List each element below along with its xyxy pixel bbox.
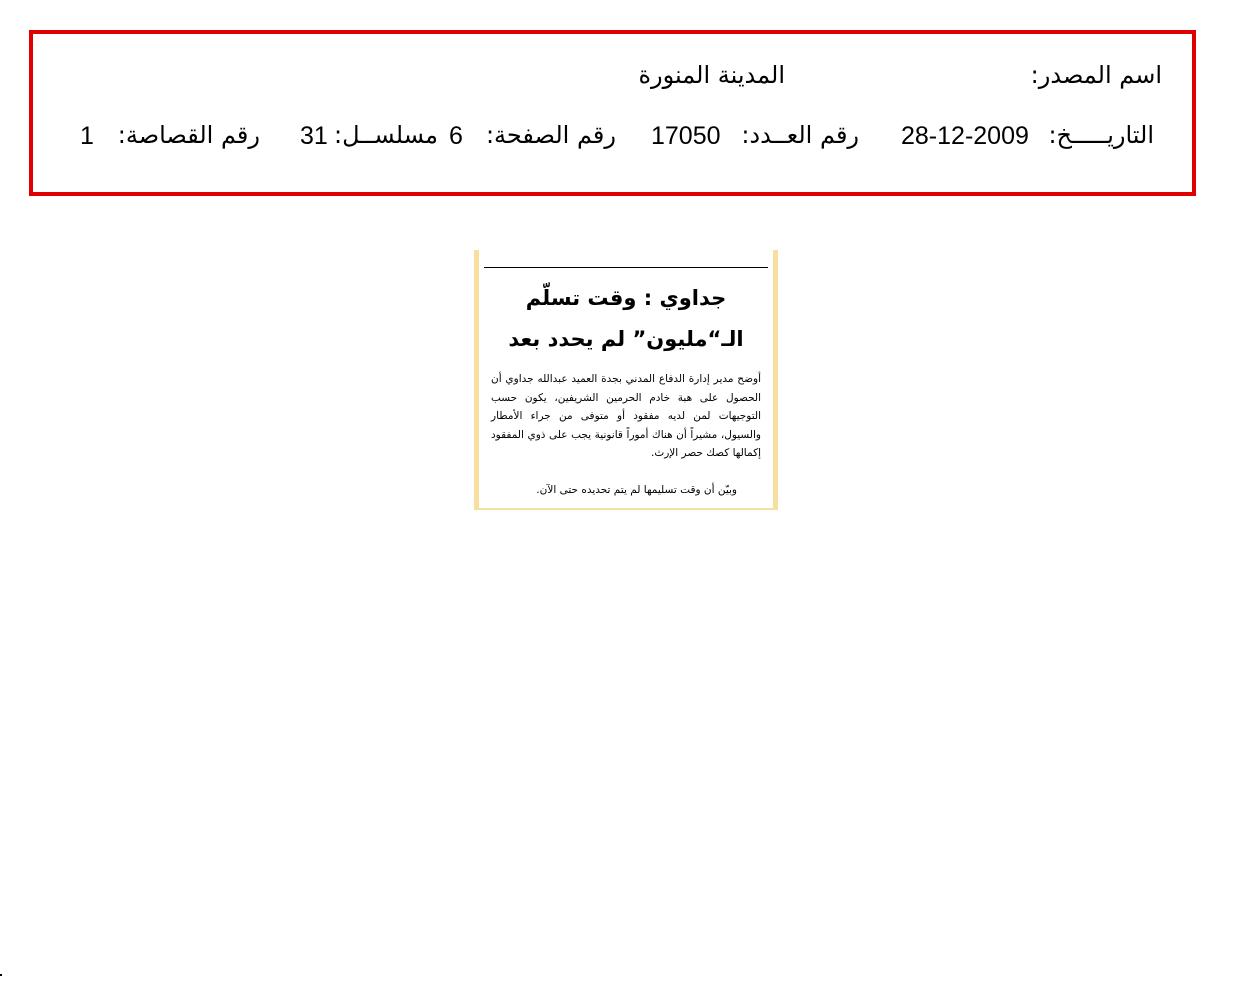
clipping-metadata-box (29, 30, 1196, 196)
issue-number-value: 17050 (651, 122, 721, 150)
source-label: اسم المصدر: (1030, 61, 1162, 89)
issue-number-label: رقم العــدد: (741, 121, 859, 149)
serial-value: 31 (300, 122, 328, 150)
newspaper-clipping (474, 250, 778, 510)
date-value: 28-12-2009 (901, 122, 1029, 150)
clipping-body-text: أوضح مدير إدارة الدفاع المدني بجدة العميد عبدالله جداوي أن الحصول على هبة خادم الحرمين الشريفين، يكون حسب التوجيهات لمن لديه مفقود أو متوفى من جراء الأمطار والسيول، مشيراً أن هناك أموراً قانونية يجب على ذوي المفقود إكمالها كصك حصر الإرث. (491, 373, 761, 459)
page-corner-mark (0, 974, 2, 976)
clipping-closing-line: وبيّن أن وقت تسليمها لم يتم تحديده حتى الآن. (536, 484, 737, 496)
clip-number-value: 1 (80, 122, 94, 150)
clipping-headline-line-2: الـ“مليون” لم يحدد بعد (508, 327, 744, 351)
clipping-headline-line-1: جداوي : وقت تسلّم (525, 286, 727, 310)
clipping-top-rule (484, 267, 768, 268)
serial-label: مسلســل: (334, 121, 438, 149)
clip-number-label: رقم القصاصة: (117, 121, 260, 149)
date-label: التاريـــــخ: (1048, 121, 1154, 149)
page-number-value: 6 (449, 122, 463, 150)
source-value: المدينة المنورة (638, 61, 785, 89)
page-number-label: رقم الصفحة: (485, 121, 616, 149)
